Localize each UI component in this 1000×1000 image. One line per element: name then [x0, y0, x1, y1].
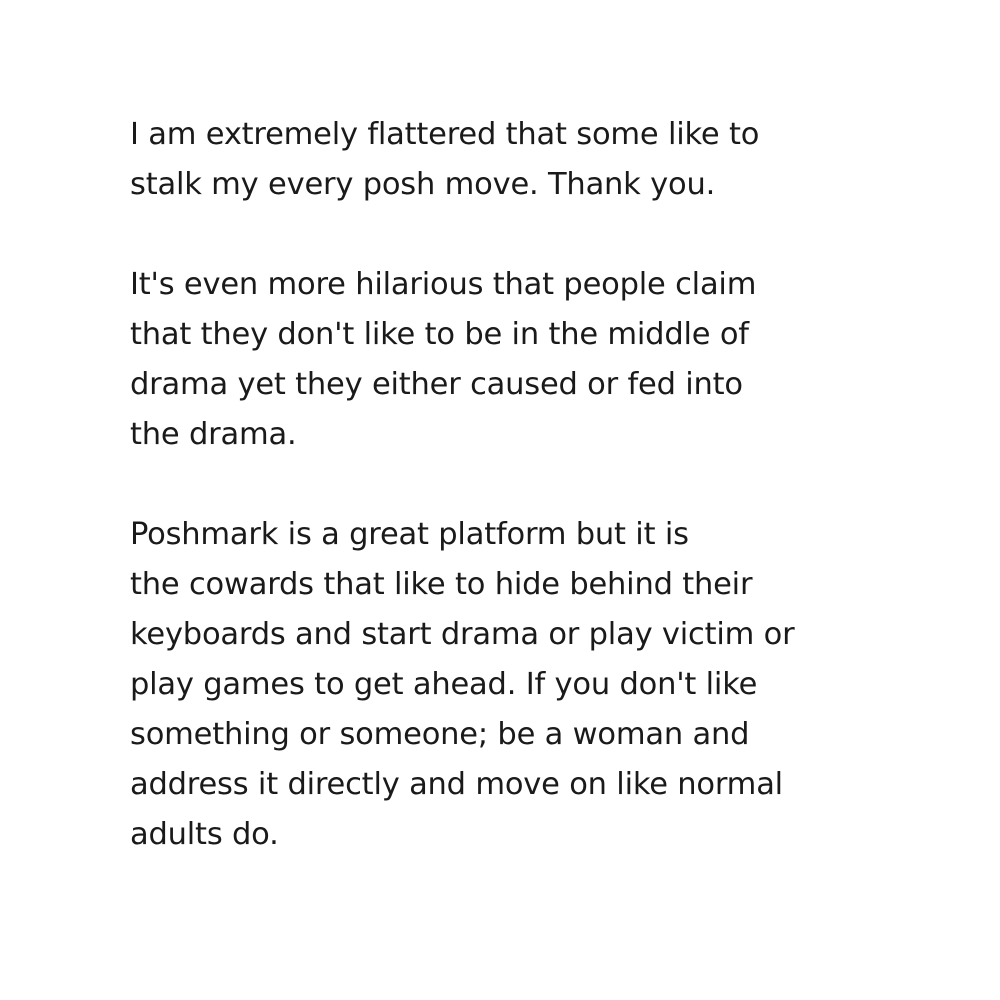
- text-line: adults do.: [130, 817, 279, 852]
- text-line: play games to get ahead. If you don't like: [130, 667, 758, 702]
- text-line: I am extremely flattered that some like to: [130, 117, 760, 152]
- text-line: address it directly and move on like normal: [130, 767, 783, 802]
- text-line: that they don't like to be in the middle of: [130, 317, 749, 352]
- text-line: keyboards and start drama or play victim or: [130, 617, 795, 652]
- text-line: drama yet they either caused or fed into: [130, 367, 743, 402]
- paragraph-1: [130, 110, 970, 210]
- text-line: Poshmark is a great platform but it is: [130, 517, 689, 552]
- text-note: [130, 110, 970, 860]
- text-line: the drama.: [130, 417, 297, 452]
- text-line: the cowards that like to hide behind their: [130, 567, 753, 602]
- text-line: It's even more hilarious that people claim: [130, 267, 757, 302]
- paragraph-2: [130, 260, 970, 460]
- paragraph-3: [130, 510, 970, 860]
- text-line: something or someone; be a woman and: [130, 717, 750, 752]
- text-line: stalk my every posh move. Thank you.: [130, 167, 716, 202]
